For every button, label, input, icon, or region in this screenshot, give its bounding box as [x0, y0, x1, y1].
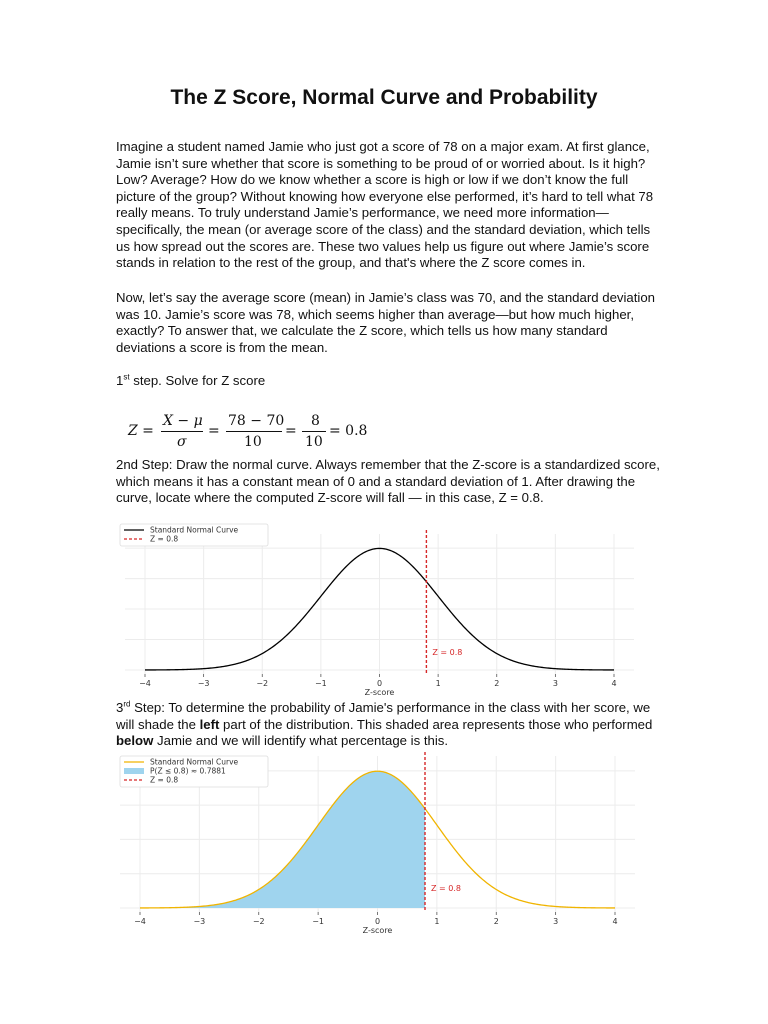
- x-tick-label: −4: [139, 679, 151, 688]
- x-tick-label: 0: [374, 917, 381, 926]
- legend-label: Z = 0.8: [150, 775, 179, 785]
- formula-frac1-bar: [161, 431, 203, 432]
- legend-label: Standard Normal Curve: [150, 525, 239, 535]
- x-axis-label: Z-score: [362, 926, 393, 934]
- formula-frac3-denominator: 10: [305, 434, 323, 450]
- x-tick-label: −3: [193, 917, 206, 926]
- mean-sd-paragraph: Now, let’s say the average score (mean) in Jamie’s class was 70, and the standard deviation was 10. Jamie’s score was 78, which seems higher than average—but how much higher, exactly? To answer that, we calculate the Z score, which tells us how many standard deviations a score is from the mean.: [116, 290, 656, 355]
- formula-equals-2: =: [285, 423, 297, 439]
- formula-equals-1: =: [208, 423, 220, 439]
- legend-label: P(Z ≤ 0.8) ≈ 0.7881: [150, 766, 226, 776]
- x-tick-label: 4: [612, 917, 618, 926]
- x-tick-label: 2: [494, 679, 500, 688]
- x-tick-label: 3: [553, 917, 559, 926]
- formula-result: = 0.8: [329, 423, 368, 439]
- step3-number: 3: [116, 700, 124, 715]
- x-tick-label: 0: [376, 679, 383, 688]
- x-tick-label: −2: [252, 917, 265, 926]
- step3-text-c: Jamie and we will identify what percentage is this.: [153, 733, 449, 749]
- formula-lhs: Z =: [128, 423, 154, 439]
- z-score-annotation: Z = 0.8: [432, 647, 463, 657]
- step3-paragraph: [116, 700, 661, 750]
- x-tick-label: 1: [434, 917, 440, 926]
- z-score-annotation: Z = 0.8: [431, 883, 461, 893]
- legend-swatch-fill: [124, 768, 144, 774]
- formula-frac2-bar: [226, 431, 282, 432]
- formula-frac2-denominator: 10: [244, 434, 262, 450]
- x-tick-label: −1: [312, 917, 325, 926]
- step3-text-b: part of the distribution. This shaded area represents those who performed: [219, 716, 653, 732]
- z-score-formula: [128, 410, 388, 452]
- legend-label: Standard Normal Curve: [150, 757, 239, 767]
- x-tick-label: 3: [552, 679, 558, 688]
- x-tick-label: −2: [256, 679, 269, 688]
- intro-paragraph: Imagine a student named Jamie who just got a score of 78 on a major exam. At first glance, Jamie isn’t sure whether that score is something to be proud of or worried about. Is it high? Low? Average? How do we know whether a score is high or low if we don’t know the full picture of the group? Without knowing how everyone else performed, it’s hard to tell what 78 really means. To truly understand Jamie’s performance, we need more information—specifically, the mean (or average score of the class) and the standard deviation, which tells us how spread out the scores are. These two values help us figure out where Jamie’s score stands in relation to the rest of the group, and that's where the Z score comes in.: [116, 139, 654, 271]
- step1-ordinal: st: [123, 372, 130, 382]
- step1-number: 1: [116, 373, 124, 388]
- x-tick-label: 2: [493, 917, 499, 926]
- x-tick-label: −1: [314, 679, 327, 688]
- step3-bold-left: left: [199, 716, 220, 732]
- normal-curve-chart: [116, 520, 646, 698]
- step3-bold-below: below: [116, 733, 154, 749]
- formula-frac3-numerator: 8: [311, 413, 320, 429]
- step3-text-a: Step: To determine the probability of Jamie's performance in the class with her score, we will shade the: [116, 700, 651, 732]
- x-axis-label: Z-score: [364, 688, 395, 697]
- shaded-normal-curve-chart: [116, 752, 646, 934]
- x-tick-label: 1: [435, 679, 441, 688]
- step2-paragraph: 2nd Step: Draw the normal curve. Always remember that the Z-score is a standardized score, which means it has a constant mean of 0 and a standard deviation of 1. After drawing the curve, locate where the computed Z-score will fall — in this case, Z = 0.8.: [116, 457, 660, 506]
- step1-text: step. Solve for Z score: [129, 373, 266, 388]
- formula-frac1-denominator: σ: [177, 434, 187, 450]
- x-tick-label: −3: [197, 679, 210, 688]
- x-tick-label: −4: [134, 917, 146, 926]
- page-title: The Z Score, Normal Curve and Probability: [170, 86, 598, 109]
- formula-frac2-numerator: 78 − 70: [228, 413, 285, 429]
- x-tick-label: 4: [611, 679, 617, 688]
- legend-label: Z = 0.8: [150, 534, 179, 544]
- step1-heading: [116, 373, 661, 390]
- formula-frac1-numerator: X − μ: [163, 413, 203, 429]
- formula-frac3-bar: [302, 431, 326, 432]
- step3-ordinal: rd: [123, 699, 131, 709]
